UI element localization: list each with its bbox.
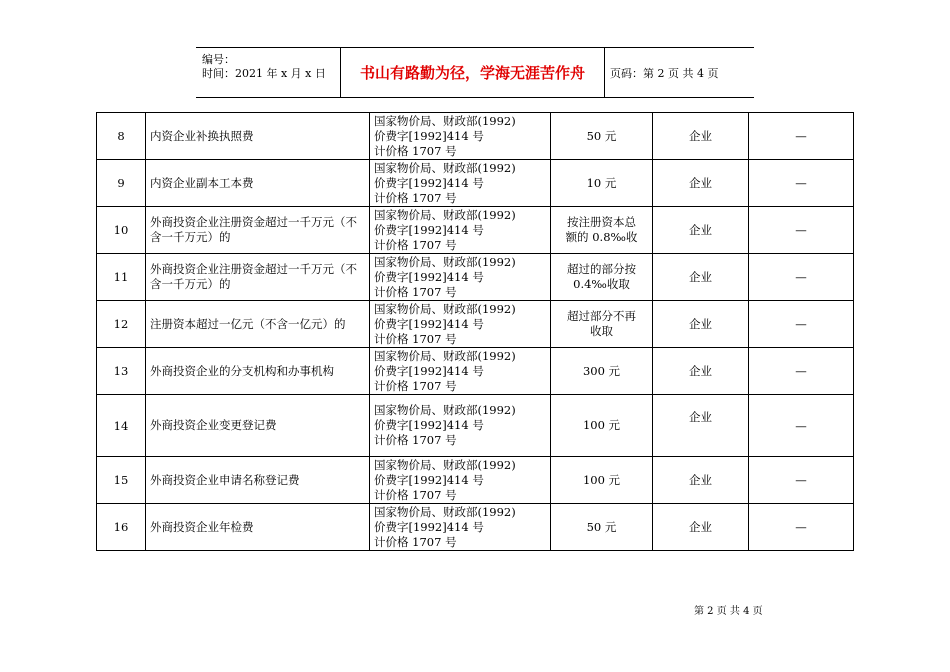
basis-line: 价费字[1992]414 号: [374, 222, 484, 237]
table-row: [97, 207, 854, 254]
fee-standard-cell: [551, 504, 653, 551]
fee-item-cell: 内资企业补换执照费: [146, 113, 370, 160]
note-cell: —: [749, 348, 854, 395]
fee-item-cell: 外商投资企业的分支机构和办事机构: [146, 348, 370, 395]
row-number-cell: 15: [97, 457, 146, 504]
payer-cell: 企业: [653, 160, 749, 207]
basis-line: 计价格 1707 号: [374, 534, 457, 549]
note-cell: —: [749, 457, 854, 504]
basis-line: 计价格 1707 号: [374, 433, 457, 447]
fee-standard-cell: [551, 113, 653, 160]
fee-basis-cell: [370, 160, 551, 207]
basis-line: 计价格 1707 号: [374, 190, 457, 205]
basis-line: 价费字[1992]414 号: [374, 418, 484, 432]
fee-item-cell: 外商投资企业变更登记费: [146, 395, 370, 457]
payer-cell: 企业: [653, 301, 749, 348]
payer-cell: 企业: [653, 113, 749, 160]
fee-standard-cell: [551, 457, 653, 504]
row-number-cell: 11: [97, 254, 146, 301]
fee-basis-cell: [370, 457, 551, 504]
standard-line: 超过部分不再: [567, 309, 636, 323]
table-row: [97, 301, 854, 348]
fee-standard-cell: [551, 207, 653, 254]
payer-cell: 企业: [653, 457, 749, 504]
page-footer: 第 2 页 共 4 页: [694, 606, 763, 617]
serial-number-label: 编号：: [202, 53, 235, 66]
basis-line: 计价格 1707 号: [374, 331, 457, 346]
basis-line: 国家物价局、财政部(1992): [374, 403, 516, 417]
basis-line: 国家物价局、财政部(1992): [374, 457, 516, 472]
payer-cell: 企业: [653, 504, 749, 551]
basis-line: 计价格 1707 号: [374, 143, 457, 158]
header-motto: 书山有路勤为径，学海无涯苦作舟: [359, 64, 585, 82]
basis-line: 价费字[1992]414 号: [374, 128, 484, 143]
fee-standard-cell: [551, 395, 653, 457]
note-cell: —: [749, 254, 854, 301]
standard-line: 超过的部分按: [567, 262, 636, 276]
fee-standard-cell: [551, 254, 653, 301]
basis-line: 价费字[1992]414 号: [374, 175, 484, 190]
row-number-cell: 13: [97, 348, 146, 395]
fee-item-cell: 外商投资企业年检费: [146, 504, 370, 551]
standard-line: 50 元: [586, 128, 617, 143]
standard-line: 10 元: [586, 175, 617, 190]
standard-line: 收取: [590, 324, 613, 338]
payer-cell: 企业: [653, 395, 749, 457]
basis-line: 价费字[1992]414 号: [374, 316, 484, 331]
table-row: [97, 504, 854, 551]
basis-line: 国家物价局、财政部(1992): [374, 301, 516, 316]
standard-line: 0.4‰收取: [573, 277, 630, 291]
fee-standard-cell: [551, 160, 653, 207]
payer-cell: 企业: [653, 348, 749, 395]
page-indicator: 页码：第 2 页 共 4 页: [610, 67, 719, 80]
fee-item-cell: 注册资本超过一亿元（不含一亿元）的: [146, 301, 370, 348]
fee-table: [96, 112, 854, 551]
basis-line: 计价格 1707 号: [374, 378, 457, 393]
row-number-cell: 12: [97, 301, 146, 348]
basis-line: 国家物价局、财政部(1992): [374, 254, 516, 269]
table-row: [97, 348, 854, 395]
standard-line: 额的 0.8‰收: [565, 230, 638, 244]
fee-basis-cell: [370, 395, 551, 457]
note-cell: —: [749, 504, 854, 551]
standard-line: 100 元: [582, 472, 621, 487]
page-header: [196, 47, 754, 98]
fee-item-cell: 内资企业副本工本费: [146, 160, 370, 207]
basis-line: 国家物价局、财政部(1992): [374, 207, 516, 222]
standard-line: 300 元: [582, 363, 621, 378]
fee-item-cell: 外商投资企业注册资金超过一千万元（不含一千万元）的: [146, 254, 370, 301]
note-cell: —: [749, 113, 854, 160]
basis-line: 价费字[1992]414 号: [374, 519, 484, 534]
date-line: 时间：2021 年 x 月 x 日: [202, 67, 326, 80]
basis-line: 国家物价局、财政部(1992): [374, 113, 516, 128]
fee-item-cell: 外商投资企业申请名称登记费: [146, 457, 370, 504]
basis-line: 计价格 1707 号: [374, 237, 457, 252]
note-cell: —: [749, 395, 854, 457]
basis-line: 国家物价局、财政部(1992): [374, 160, 516, 175]
basis-line: 计价格 1707 号: [374, 487, 457, 502]
row-number-cell: 10: [97, 207, 146, 254]
fee-basis-cell: [370, 504, 551, 551]
fee-basis-cell: [370, 207, 551, 254]
payer-cell: 企业: [653, 254, 749, 301]
table-row: [97, 457, 854, 504]
basis-line: 价费字[1992]414 号: [374, 269, 484, 284]
basis-line: 价费字[1992]414 号: [374, 472, 484, 487]
note-cell: —: [749, 160, 854, 207]
table-row: [97, 395, 854, 457]
header-divider: [604, 48, 605, 97]
row-number-cell: 8: [97, 113, 146, 160]
note-cell: —: [749, 301, 854, 348]
basis-line: 国家物价局、财政部(1992): [374, 504, 516, 519]
note-cell: —: [749, 207, 854, 254]
fee-standard-cell: [551, 348, 653, 395]
standard-line: 50 元: [586, 519, 617, 534]
payer-cell: 企业: [653, 207, 749, 254]
row-number-cell: 14: [97, 395, 146, 457]
fee-table-body: [97, 113, 854, 551]
basis-line: 价费字[1992]414 号: [374, 363, 484, 378]
fee-item-cell: 外商投资企业注册资金超过一千万元（不含一千万元）的: [146, 207, 370, 254]
row-number-cell: 9: [97, 160, 146, 207]
fee-basis-cell: [370, 348, 551, 395]
basis-line: 计价格 1707 号: [374, 284, 457, 299]
table-row: [97, 160, 854, 207]
fee-basis-cell: [370, 254, 551, 301]
table-row: [97, 254, 854, 301]
fee-standard-cell: [551, 301, 653, 348]
basis-line: 国家物价局、财政部(1992): [374, 348, 516, 363]
row-number-cell: 16: [97, 504, 146, 551]
fee-basis-cell: [370, 113, 551, 160]
standard-line: 100 元: [582, 418, 621, 432]
standard-line: 按注册资本总: [567, 215, 636, 229]
fee-basis-cell: [370, 301, 551, 348]
table-row: [97, 113, 854, 160]
